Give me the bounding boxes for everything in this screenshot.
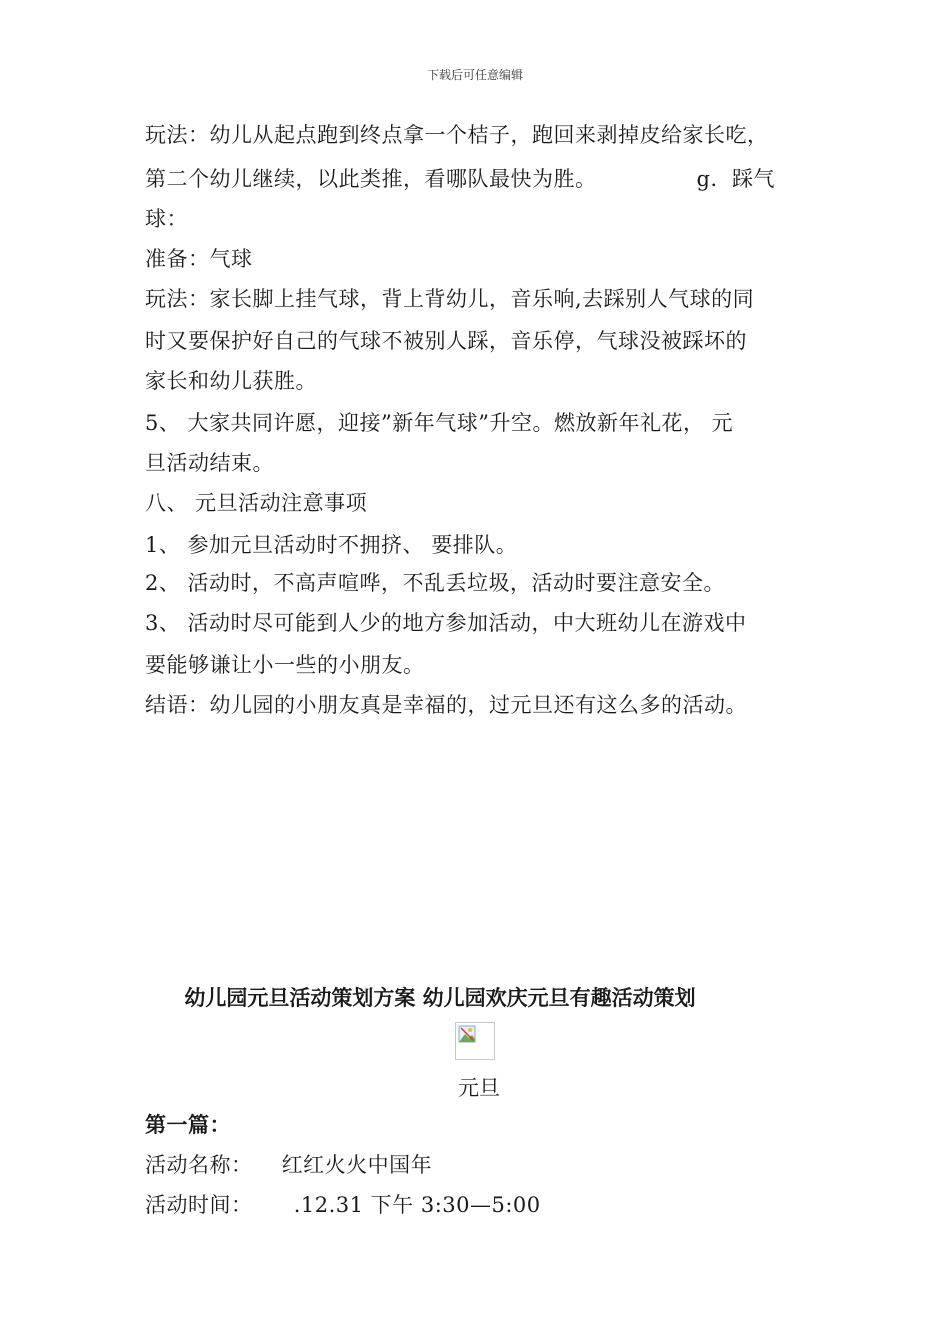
paragraph-line-tail: g．踩气 [696,167,775,191]
paragraph-line: 家长和幼儿获胜。 [145,369,317,393]
list-item: 2、 活动时，不高声喧哗，不乱丢垃圾，活动时要注意安全。 [145,571,726,595]
activity-time-label: 活动时间： [145,1193,253,1217]
section-heading: 第一篇： [145,1113,231,1137]
image-caption: 元旦 [458,1076,500,1100]
closing-line: 结语：幼儿园的小朋友真是幸福的，过元旦还有这么多的活动。 [145,693,747,717]
broken-image-placeholder [455,1022,495,1060]
list-item: 3、 活动时尽可能到人少的地方参加活动，中大班幼儿在游戏中 [145,611,747,635]
page-header: 下载后可任意编辑 [426,68,523,82]
document-title: 幼儿园元旦活动策划方案 幼儿园欢庆元旦有趣活动策划 [184,986,696,1010]
list-item-continuation: 要能够谦让小一些的小朋友。 [145,653,425,677]
activity-name-label: 活动名称： [145,1153,253,1177]
paragraph-line: 5、 大家共同许愿，迎接”新年气球”升空。燃放新年礼花， 元 [145,411,734,435]
paragraph-line: 球： [145,207,188,231]
activity-name-row [145,1152,432,1178]
activity-time-row [145,1192,541,1218]
list-item: 1、 参加元旦活动时不拥挤、 要排队。 [145,533,518,557]
paragraph-line: 玩法：家长脚上挂气球，背上背幼儿，音乐响,去踩别人气球的同 [145,287,755,311]
paragraph-line: 时又要保护好自己的气球不被别人踩，音乐停，气球没被踩坏的 [145,329,747,353]
section-heading-line: 八、 元旦活动注意事项 [145,491,368,515]
paragraph-line-text: 第二个幼儿继续，以此类推，看哪队最快为胜。 [145,167,597,191]
activity-name-value: 红红火火中国年 [281,1153,433,1177]
paragraph-line [145,166,775,192]
activity-time-value: .12.31 下午 3:30—5:00 [293,1193,541,1217]
paragraph-line: 准备：气球 [145,247,253,271]
paragraph-line: 玩法：幼儿从起点跑到终点拿一个桔子，跑回来剥掉皮给家长吃， [145,123,769,147]
paragraph-line: 旦活动结束。 [145,451,274,475]
broken-image-icon [458,1025,476,1043]
